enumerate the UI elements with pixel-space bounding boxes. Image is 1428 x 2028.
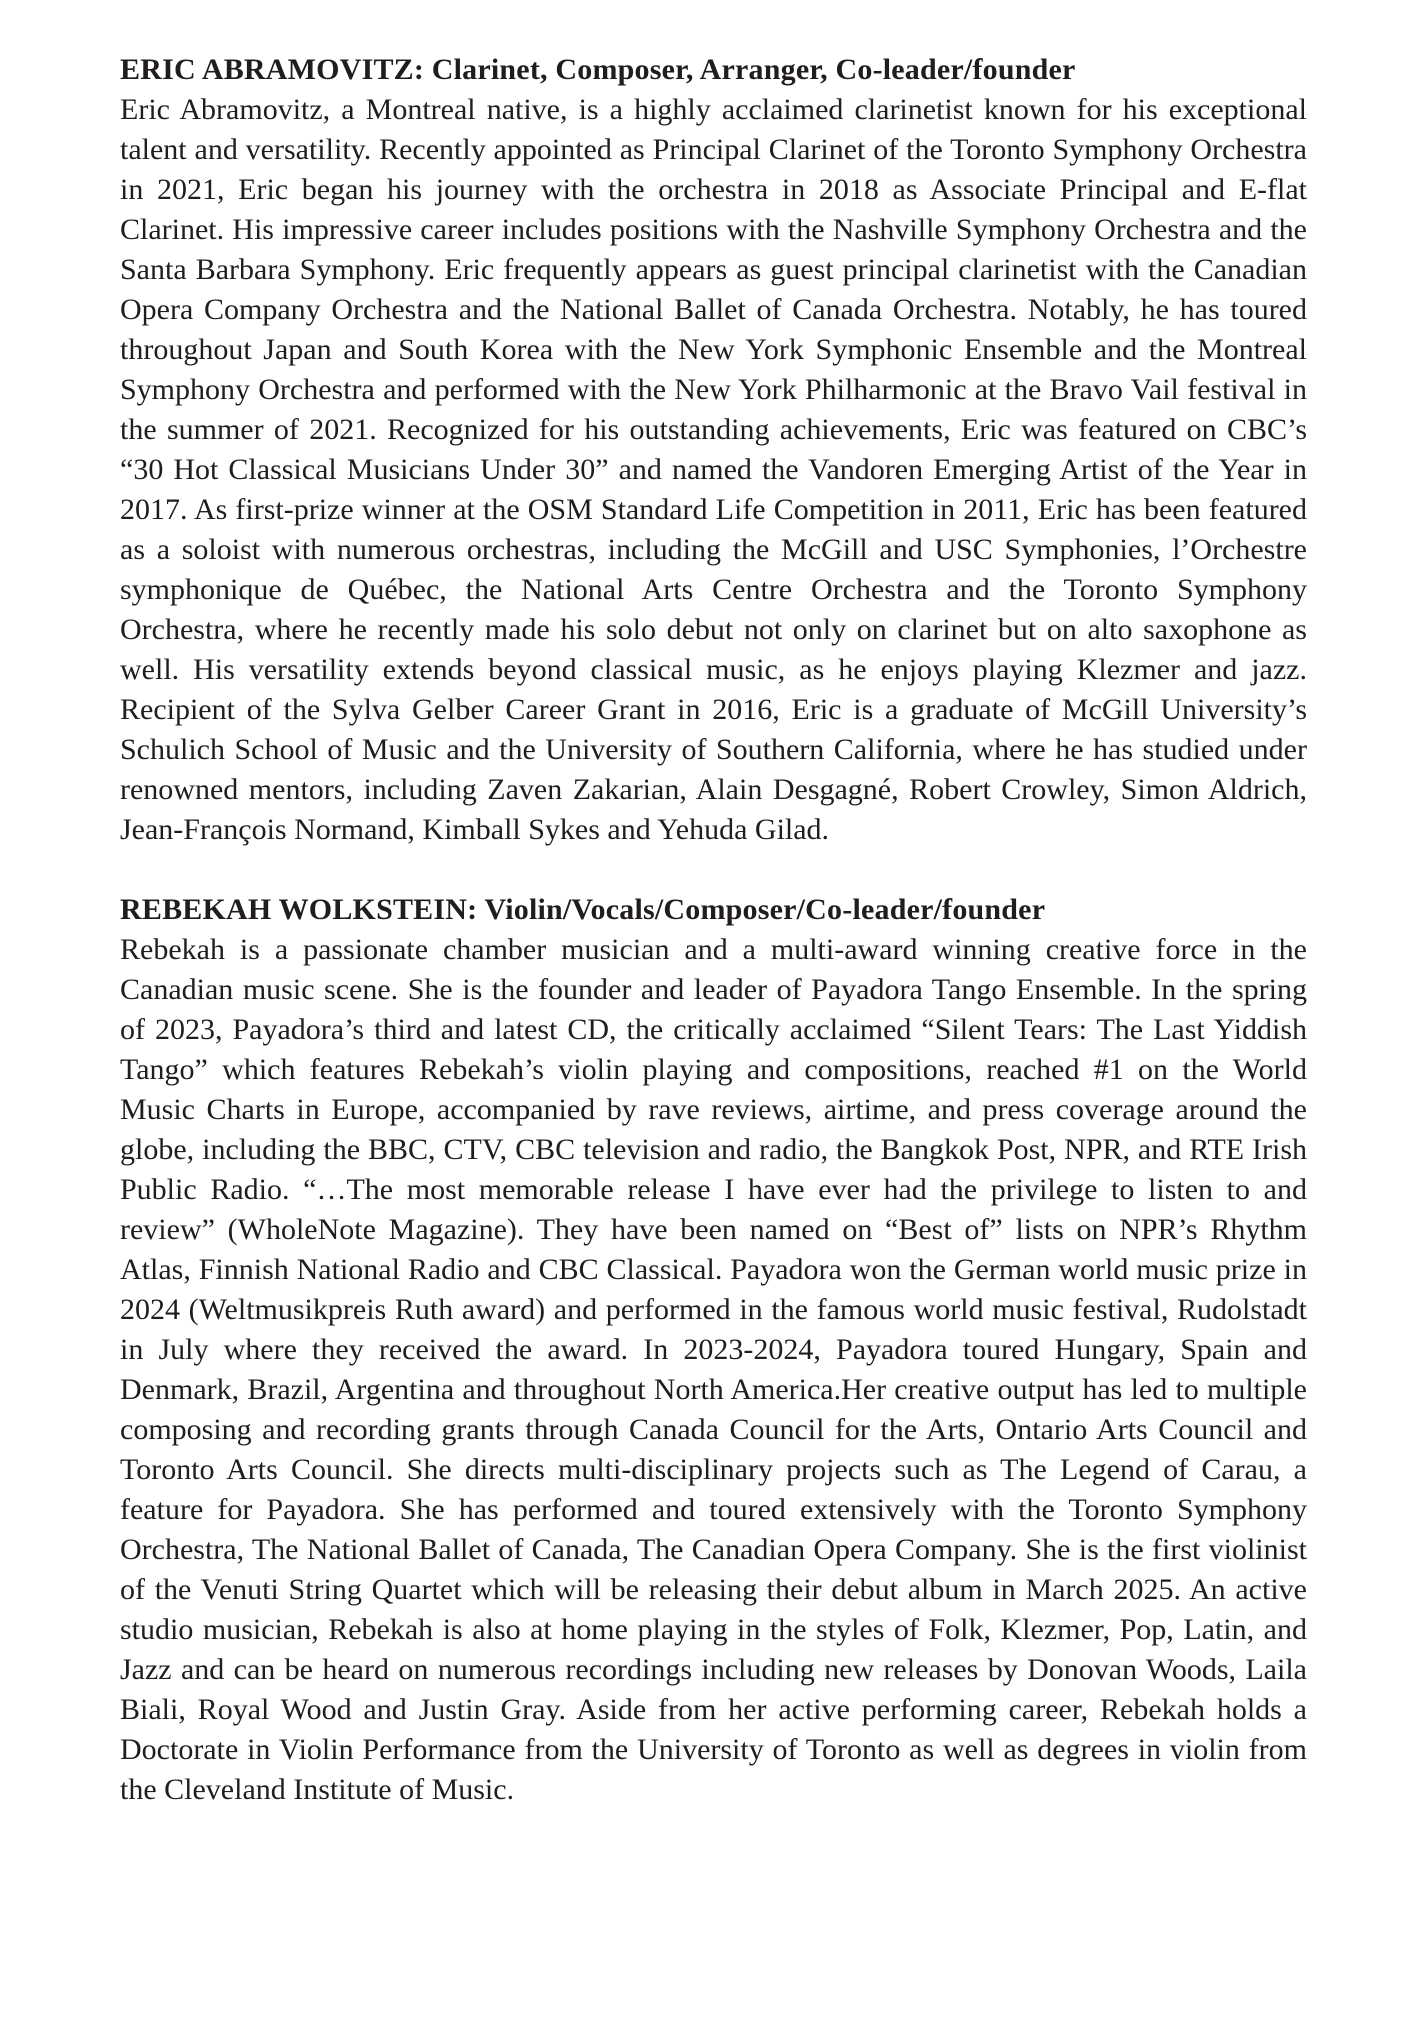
bio-body-rebekah-wolkstein: Rebekah is a passionate chamber musician and a multi-award winning creative force in the Canadian music scene. She is the founder and leader of Payadora Tango Ensemble. In the spring of 2023, Payadora’s third and latest CD, the critically acclaimed “Silent Tears: The Last Yiddish Tango” which features Rebekah’s violin playing and compositions, reached #1 on the World Music Charts in Europe, accompanied by rave reviews, airtime, and press coverage around the globe, including the BBC, CTV, CBC television and radio, the Bangkok Post, NPR, and RTE Irish Public Radio. “…The most memorable release I have ever had the privilege to listen to and review” (WholeNote Magazine). They have been named on “Best of” lists on NPR’s Rhythm Atlas, Finnish National Radio and CBC Classical. Payadora won the German world music prize in 2024 (Weltmusikpreis Ruth award) and performed in the famous world music festival, Rudolstadt in July where they received the award. In 2023-2024, Payadora toured Hungary, Spain and Denmark, Brazil, Argentina and throughout North America.Her creative output has led to multiple composing and recording grants through Canada Council for the Arts, Ontario Arts Council and Toronto Arts Council. She directs multi-disciplinary projects such as The Legend of Carau, a feature for Payadora. She has performed and toured extensively with the Toronto Symphony Orchestra, The National Ballet of Canada, The Canadian Opera Company. She is the first violinist of the Venuti String Quartet which will be releasing their debut album in March 2025. An active studio musician, Rebekah is also at home playing in the styles of Folk, Klezmer, Pop, Latin, and Jazz and can be heard on numerous recordings including new releases by Donovan Woods, Laila Biali, Royal Wood and Justin Gray. Aside from her active performing career, Rebekah holds a Doctorate in Violin Performance from the University of Toronto as well as degrees in violin from the Cleveland Institute of Music. [120,933,1307,1806]
bio-heading-eric-abramovitz: ERIC ABRAMOVITZ: Clarinet, Composer, Arranger, Co-leader/founder [120,53,1076,86]
bio-heading-rebekah-wolkstein: REBEKAH WOLKSTEIN: Violin/Vocals/Composer/Co-leader/founder [120,893,1046,926]
bio-section-rebekah-wolkstein [120,890,1307,1810]
bio-section-eric-abramovitz [120,50,1307,850]
bio-body-eric-abramovitz: Eric Abramovitz, a Montreal native, is a highly acclaimed clarinetist known for his exceptional talent and versatility. Recently appointed as Principal Clarinet of the Toronto Symphony Orchestra in 2021, Eric began his journey with the orchestra in 2018 as Associate Principal and E-flat Clarinet. His impressive career includes positions with the Nashville Symphony Orchestra and the Santa Barbara Symphony. Eric frequently appears as guest principal clarinetist with the Canadian Opera Company Orchestra and the National Ballet of Canada Orchestra. Notably, he has toured throughout Japan and South Korea with the New York Symphonic Ensemble and the Montreal Symphony Orchestra and performed with the New York Philharmonic at the Bravo Vail festival in the summer of 2021. Recognized for his outstanding achievements, Eric was featured on CBC’s “30 Hot Classical Musicians Under 30” and named the Vandoren Emerging Artist of the Year in 2017. As first-prize winner at the OSM Standard Life Competition in 2011, Eric has been featured as a soloist with numerous orchestras, including the McGill and USC Symphonies, l’Orchestre symphonique de Québec, the National Arts Centre Orchestra and the Toronto Symphony Orchestra, where he recently made his solo debut not only on clarinet but on alto saxophone as well. His versatility extends beyond classical music, as he enjoys playing Klezmer and jazz. Recipient of the Sylva Gelber Career Grant in 2016, Eric is a graduate of McGill University’s Schulich School of Music and the University of Southern California, where he has studied under renowned mentors, including Zaven Zakarian, Alain Desgagné, Robert Crowley, Simon Aldrich, Jean-François Normand, Kimball Sykes and Yehuda Gilad. [120,93,1307,846]
